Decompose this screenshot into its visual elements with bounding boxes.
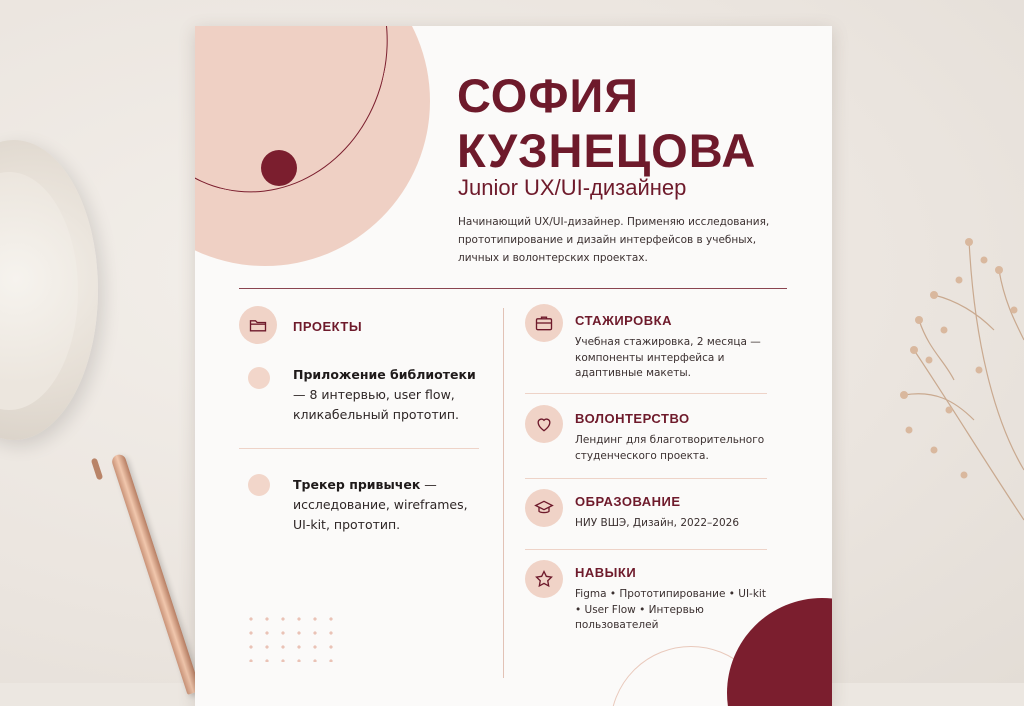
- project-description: — 8 интервью, user flow, кликабельный прототип.: [293, 387, 460, 422]
- projects-heading: ПРОЕКТЫ: [293, 319, 363, 334]
- education-heading: ОБРАЗОВАНИЕ: [575, 494, 681, 509]
- decorative-dots-grid: [243, 612, 343, 662]
- graduation-cap-icon: [534, 498, 554, 518]
- volunteering-text: Лендинг для благотворительного студенческого проекта.: [575, 434, 765, 462]
- education-icon-badge: [525, 489, 563, 527]
- projects-icon-badge: [239, 306, 277, 344]
- decorative-dot: [261, 150, 297, 186]
- section-separator: [525, 478, 767, 479]
- section-separator: [525, 393, 767, 394]
- name-first: СОФИЯ: [457, 69, 640, 122]
- skills-icon-badge: [525, 560, 563, 598]
- skills-text: Figma • Прототипирование • UI-kit • User Flow • Интервью пользователей: [575, 588, 766, 631]
- section-separator: [525, 549, 767, 550]
- job-title: Junior UX/UI-дизайнер: [458, 175, 687, 200]
- intro-text: Начинающий UX/UI-дизайнер. Применяю исследования, прототипирование и дизайн интерфейсов в учебных, личных и волонтерских проектах.: [458, 216, 770, 264]
- internship-text: Учебная стажировка, 2 месяца — компоненты интерфейса и адаптивные макеты.: [575, 336, 761, 379]
- briefcase-icon: [534, 313, 554, 333]
- volunteering-icon-badge: [525, 405, 563, 443]
- name-last: КУЗНЕЦОВА: [457, 124, 757, 177]
- project-name: Трекер привычек: [293, 477, 421, 492]
- project-item-library: [293, 365, 483, 425]
- project-name: Приложение библиотеки: [293, 367, 476, 382]
- internship-heading: СТАЖИРОВКА: [575, 313, 672, 328]
- project-bullet: [248, 367, 270, 389]
- heart-icon: [534, 414, 554, 434]
- header-divider: [239, 288, 787, 289]
- candidate-name: [457, 68, 756, 178]
- skills-heading: НАВЫКИ: [575, 565, 637, 580]
- project-bullet: [248, 474, 270, 496]
- volunteering-heading: ВОЛОНТЕРСТВО: [575, 411, 690, 426]
- internship-icon-badge: [525, 304, 563, 342]
- decorative-dried-flowers: [874, 220, 1024, 540]
- project-separator: [239, 448, 479, 449]
- education-text: НИУ ВШЭ, Дизайн, 2022–2026: [575, 517, 740, 529]
- column-divider: [503, 308, 504, 678]
- project-description: — исследование, wireframes, UI-kit, прототип.: [293, 477, 468, 532]
- resume-page: [195, 26, 832, 706]
- folder-icon: [248, 315, 268, 335]
- project-item-habits: [293, 475, 483, 535]
- star-icon: [534, 569, 554, 589]
